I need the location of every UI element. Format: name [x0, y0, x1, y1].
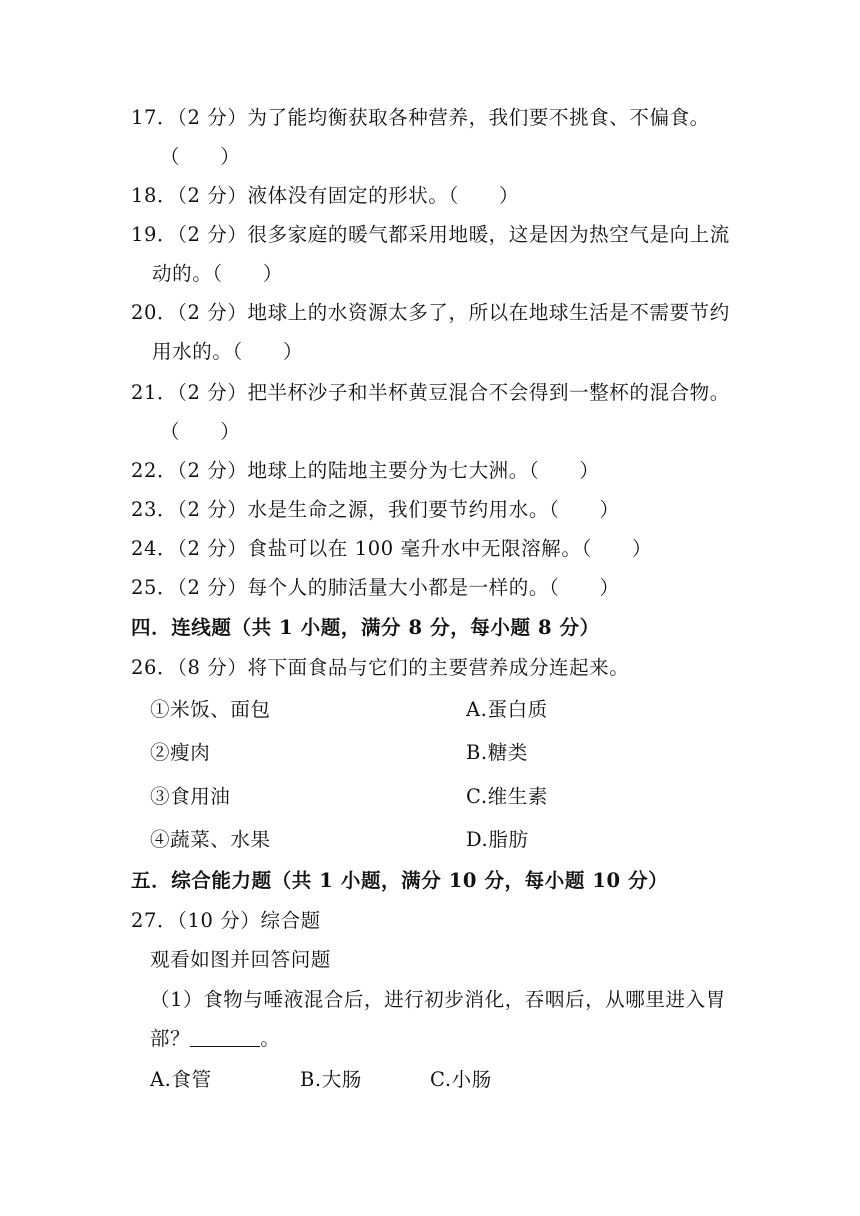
question-19-continuation: 动的。（ ） [152, 262, 283, 285]
food-item: ④蔬菜、水果 [150, 828, 271, 851]
question-22-text: 22．（2 分）地球上的陆地主要分为七大洲。（ ） [131, 459, 600, 482]
sub-question-1-cont-text: 部？ [150, 1027, 191, 1050]
question-21-text: 21．（2 分）把半杯沙子和半杯黄豆混合不会得到一整杯的混合物。 [131, 381, 730, 404]
nutrient-item: B.糖类 [466, 741, 528, 764]
food-item: ③食用油 [150, 785, 231, 808]
question-17-text: 17．（2 分）为了能均衡获取各种营养，我们要不挑食、不偏食。 [131, 106, 710, 129]
question-18-text: 18．（2 分）液体没有固定的形状。（ ） [131, 184, 520, 207]
food-item: ②瘦肉 [150, 741, 211, 764]
question-19-text: 19．（2 分）很多家庭的暖气都采用地暖，这是因为热空气是向上流 [131, 223, 730, 246]
question-24-text: 24．（2 分）食盐可以在 100 毫升水中无限溶解。（ ） [131, 537, 653, 560]
option-c: C.小肠 [430, 1068, 492, 1091]
nutrient-item: D.脂肪 [466, 828, 529, 851]
answer-paren: （ ） [160, 420, 241, 443]
sub-question-1-continuation [150, 1025, 280, 1053]
question-26-text: 26．（8 分）将下面食品与它们的主要营养成分连起来。 [131, 656, 630, 679]
nutrient-item: A.蛋白质 [466, 698, 548, 721]
question-25-text: 25．（2 分）每个人的肺活量大小都是一样的。（ ） [131, 576, 620, 599]
answer-blank[interactable] [190, 1026, 260, 1047]
food-item: ①米饭、面包 [150, 698, 271, 721]
question-27-intro: 观看如图并回答问题 [150, 948, 331, 971]
sub-question-1-end: 。 [260, 1027, 281, 1050]
question-20-continuation: 用水的。（ ） [152, 340, 304, 363]
option-b: B.大肠 [300, 1068, 362, 1091]
nutrient-item: C.维生素 [466, 785, 548, 808]
question-27-text: 27．（10 分）综合题 [131, 909, 321, 932]
question-20-text: 20．（2 分）地球上的水资源太多了，所以在地球生活是不需要节约 [131, 301, 730, 324]
answer-paren: （ ） [160, 145, 241, 168]
section-4-heading: 四．连线题（共 1 小题，满分 8 分，每小题 8 分） [131, 616, 600, 639]
option-a: A.食管 [150, 1068, 212, 1091]
section-5-heading: 五．综合能力题（共 1 小题，满分 10 分，每小题 10 分） [131, 869, 669, 892]
sub-question-1: （1）食物与唾液混合后，进行初步消化，吞咽后，从哪里进入胃 [150, 988, 726, 1011]
question-23-text: 23．（2 分）水是生命之源，我们要节约用水。（ ） [131, 498, 620, 521]
